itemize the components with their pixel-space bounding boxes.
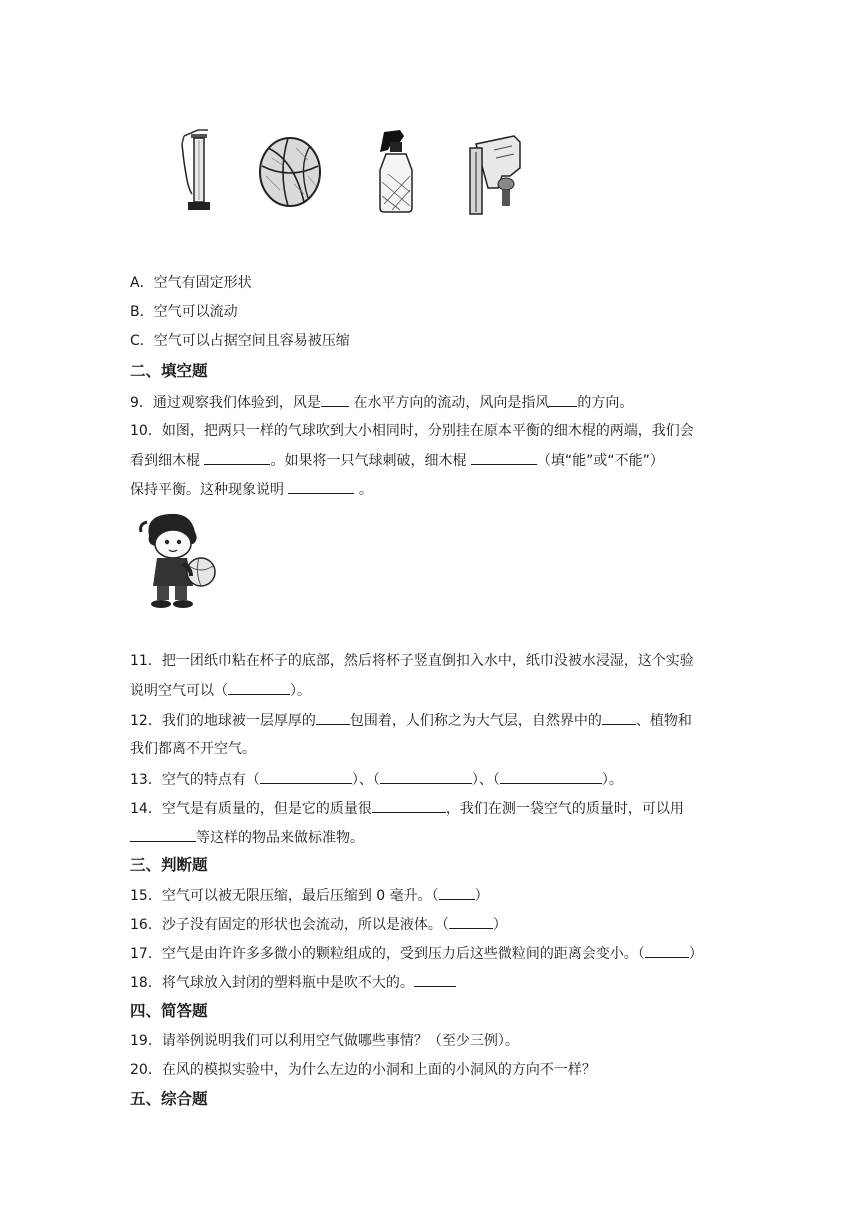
question-10-line-1: 10．如图，把两只一样的气球吹到大小相同时，分别挂在原本平衡的细木棍的两端，我们会 [130,423,694,439]
section-title-short-answer: 四、简答题 [130,1002,208,1020]
q16-blank[interactable] [449,914,493,929]
q13-blank-3[interactable] [500,769,602,784]
q13-text-4: ）。 [601,772,623,788]
q15-blank[interactable] [439,885,475,900]
question-16 [130,914,507,935]
q13-blank-1[interactable] [260,769,352,784]
q13-text-3: ）、（ [471,772,500,788]
option-a: A．空气有固定形状 [130,275,252,291]
option-b: B．空气可以流动 [130,304,238,320]
bicycle-pump-icon [178,124,214,216]
q12-text-1b: 包围着，人们称之为大气层，自然界中的 [349,713,602,729]
q9-blank-2[interactable] [549,392,577,407]
q10-blank-3[interactable] [288,479,354,494]
q10-text-2c: （填“能”或“不能”） [536,453,664,469]
q14-text-2: 等这样的物品来做标准物。 [196,830,364,846]
q15-text-2: ） [474,888,489,904]
figure-row [170,124,550,220]
q12-blank-2[interactable] [602,710,636,725]
basketball-icon [258,136,322,208]
q17-text-2: ） [688,946,703,962]
q10-text-3a: 保持平衡。这种现象说明 [130,482,289,498]
q13-text-1: 13．空气的特点有（ [130,772,260,788]
q17-text-1: 17．空气是由许许多多微小的颗粒组成的，受到压力后这些微粒间的距离会变小。（ [130,946,645,962]
nail-gun-icon [462,128,528,216]
q14-text-1a: 14．空气是有质量的，但是它的质量很 [130,801,372,817]
question-11-line-1: 11．把一团纸巾粘在杯子的底部，然后将杯子竖直倒扣入水中，纸巾没被水浸湿，这个实验 [130,653,694,669]
q17-blank[interactable] [645,943,689,958]
q10-blank-1[interactable] [204,450,270,465]
q16-text-2: ） [492,917,507,933]
q11-text-2a: 说明空气可以（ [130,683,228,699]
question-20: 20．在风的模拟实验中，为什么左边的小洞和上面的小洞风的方向不一样？ [130,1062,596,1078]
q11-text-2b: ）。 [290,683,311,699]
section-title-fill-in: 二、填空题 [130,362,208,380]
question-14-line-1 [130,798,684,819]
section-title-comprehensive: 五、综合题 [130,1090,208,1108]
question-10-line-2 [130,450,664,471]
q10-text-2b: 。如果将一只气球刺破，细木棍 [270,453,471,469]
question-14-line-2 [130,827,364,848]
question-12-line-2: 我们都离不开空气。 [130,741,256,757]
q13-blank-2[interactable] [380,769,472,784]
q14-blank-1[interactable] [372,798,446,813]
q15-text-1: 15．空气可以被无限压缩，最后压缩到 0 毫升。（ [130,888,439,904]
question-9 [130,392,633,413]
q12-blank-1[interactable] [316,710,350,725]
q12-text-1c: 、植物和 [635,713,692,729]
q16-text-1: 16．沙子没有固定的形状也会流动，所以是液体。（ [130,917,449,933]
q10-text-2a: 看到细木棍 [130,453,205,469]
q11-blank[interactable] [228,680,290,695]
q18-text-1: 18．将气球放入封闭的塑料瓶中是吹不大的。 [130,975,414,991]
q18-blank[interactable] [414,972,456,987]
question-18 [130,972,456,993]
q14-text-1b: ，我们在测一袋空气的质量时，可以用 [445,801,684,817]
question-19: 19．请举例说明我们可以利用空气做哪些事情？（至少三例）。 [130,1033,519,1049]
question-12-line-1 [130,710,692,731]
question-10-line-3 [130,479,373,500]
q9-text-1: 9．通过观察我们体验到，风是 [130,395,321,411]
child-with-ball-icon [135,510,227,610]
q12-text-1a: 12．我们的地球被一层厚厚的 [130,713,316,729]
spray-bottle-icon [370,126,426,216]
option-c: C．空气可以占据空间且容易被压缩 [130,333,350,349]
question-11-line-2 [130,680,311,701]
q9-text-2: 在水平方向的流动，风向是指风 [348,395,550,411]
q9-text-3: 的方向。 [577,395,634,411]
question-15 [130,885,489,906]
section-title-true-false: 三、判断题 [130,856,208,874]
q10-blank-2[interactable] [471,450,537,465]
q9-blank-1[interactable] [321,392,349,407]
q13-text-2: ）、（ [351,772,380,788]
question-13 [130,769,623,790]
q10-text-3b: 。 [354,482,373,498]
q14-blank-2[interactable] [130,827,196,842]
question-17 [130,943,703,964]
